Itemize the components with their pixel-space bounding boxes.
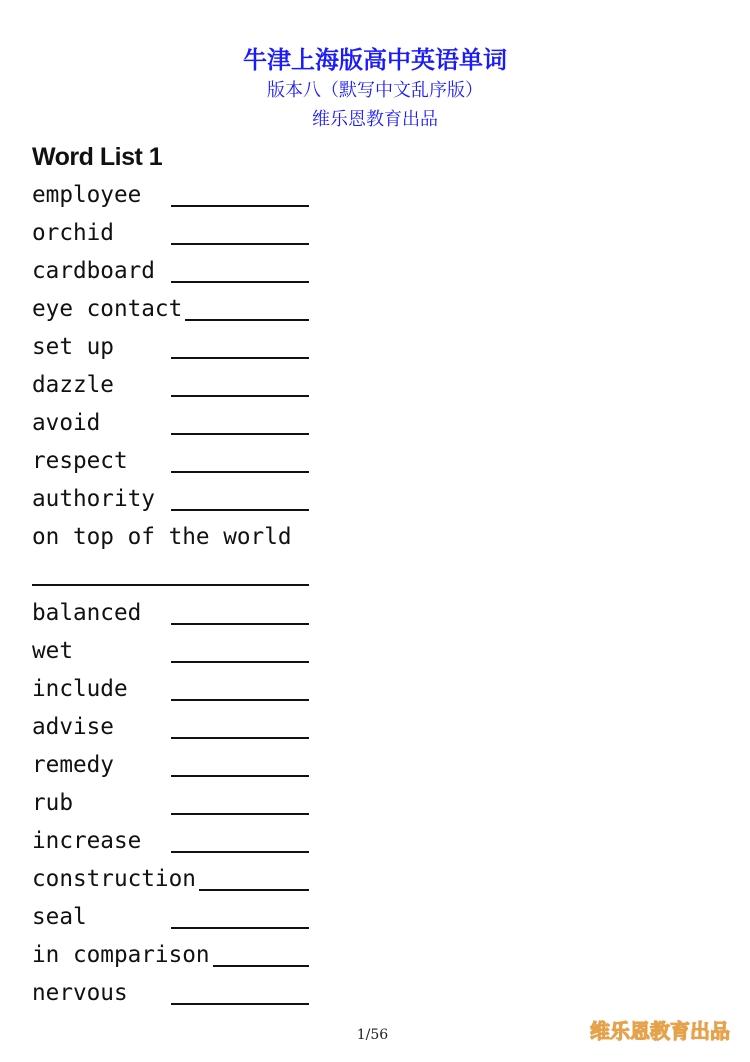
- document-title: 牛津上海版高中英语单词: [243, 46, 507, 74]
- answer-blank[interactable]: [199, 889, 309, 891]
- answer-blank[interactable]: [171, 737, 309, 739]
- word-row: [32, 788, 312, 818]
- word-row: [32, 940, 312, 970]
- answer-blank[interactable]: [171, 775, 309, 777]
- answer-blank[interactable]: [171, 243, 309, 245]
- word-text: in comparison: [32, 942, 210, 968]
- answer-blank[interactable]: [171, 281, 309, 283]
- answer-blank[interactable]: [171, 395, 309, 397]
- word-row: [32, 902, 312, 932]
- page-number: 1/56: [356, 1027, 389, 1043]
- word-text: balanced: [32, 600, 142, 626]
- word-row: [32, 446, 312, 476]
- answer-blank[interactable]: [171, 357, 309, 359]
- answer-blank[interactable]: [171, 1003, 309, 1005]
- word-row: [32, 294, 312, 324]
- word-row: [32, 978, 312, 1008]
- word-text: remedy: [32, 752, 114, 778]
- word-text: authority: [32, 486, 155, 512]
- answer-blank[interactable]: [171, 927, 309, 929]
- answer-blank-full-line[interactable]: [32, 584, 309, 586]
- answer-blank[interactable]: [171, 509, 309, 511]
- word-row: [32, 522, 312, 552]
- word-row: [32, 712, 312, 742]
- answer-blank[interactable]: [171, 813, 309, 815]
- word-list-heading: Word List 1: [32, 143, 163, 171]
- word-text: eye contact: [32, 296, 183, 322]
- word-text: advise: [32, 714, 114, 740]
- word-text: orchid: [32, 220, 114, 246]
- answer-blank[interactable]: [213, 965, 309, 967]
- word-row: [32, 636, 312, 666]
- answer-blank[interactable]: [171, 205, 309, 207]
- word-text: respect: [32, 448, 128, 474]
- publisher-line: 维乐恩教育出品: [312, 109, 438, 130]
- word-text: employee: [32, 182, 142, 208]
- answer-blank[interactable]: [171, 851, 309, 853]
- word-text: dazzle: [32, 372, 114, 398]
- word-text: cardboard: [32, 258, 155, 284]
- word-row: [32, 750, 312, 780]
- document-subtitle: 版本八（默写中文乱序版）: [267, 80, 483, 101]
- word-row: [32, 332, 312, 362]
- word-row: [32, 408, 312, 438]
- word-row: [32, 370, 312, 400]
- answer-blank[interactable]: [171, 471, 309, 473]
- word-row: [32, 826, 312, 856]
- word-text: set up: [32, 334, 114, 360]
- word-row: [32, 180, 312, 210]
- answer-blank[interactable]: [171, 661, 309, 663]
- answer-blank[interactable]: [171, 699, 309, 701]
- word-row: [32, 674, 312, 704]
- word-text: increase: [32, 828, 142, 854]
- answer-blank[interactable]: [185, 319, 309, 321]
- word-text: avoid: [32, 410, 101, 436]
- publisher-watermark: 维乐恩教育出品: [590, 1019, 730, 1043]
- word-text: seal: [32, 904, 87, 930]
- answer-blank[interactable]: [171, 433, 309, 435]
- word-text: rub: [32, 790, 73, 816]
- word-text: include: [32, 676, 128, 702]
- word-row: [32, 864, 312, 894]
- word-row: [32, 256, 312, 286]
- word-row: [32, 598, 312, 628]
- word-text: wet: [32, 638, 73, 664]
- word-text: on top of the world: [32, 524, 292, 550]
- word-text: nervous: [32, 980, 128, 1006]
- word-text: construction: [32, 866, 196, 892]
- word-row: [32, 218, 312, 248]
- answer-blank[interactable]: [171, 623, 309, 625]
- word-row: [32, 484, 312, 514]
